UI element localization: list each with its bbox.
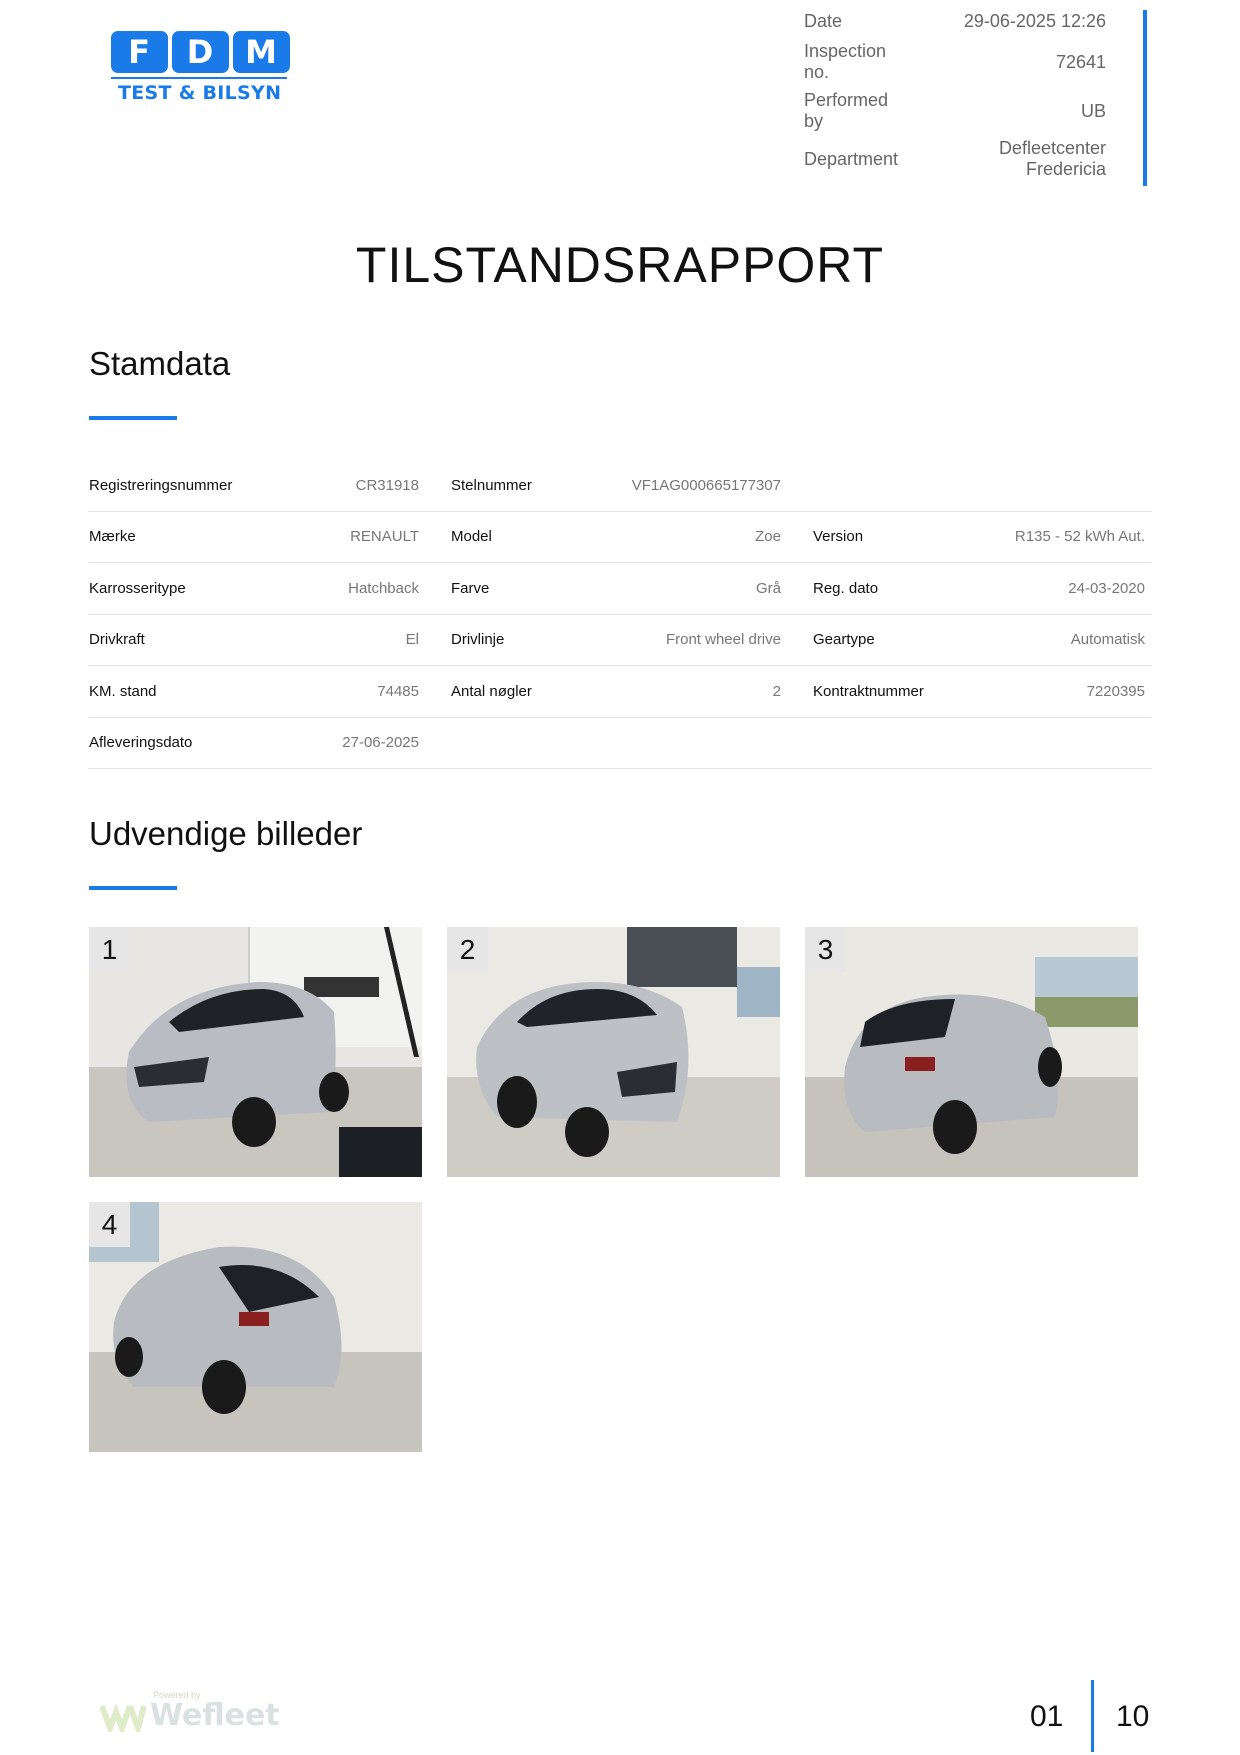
logo-letter: D xyxy=(172,31,229,73)
data-value: CR31918 xyxy=(355,476,419,494)
page-current: 01 xyxy=(1030,1700,1064,1733)
logo-divider xyxy=(111,77,287,79)
data-value: Front wheel drive xyxy=(665,631,781,649)
meta-label: Department xyxy=(804,148,899,169)
data-cell xyxy=(89,528,419,545)
data-value: Hatchback xyxy=(348,579,419,597)
data-cell xyxy=(451,683,781,700)
car-photo-3[interactable] xyxy=(805,927,1138,1177)
car-photo-image xyxy=(447,927,780,1177)
report-meta xyxy=(804,10,1106,184)
page-total: 10 xyxy=(1116,1700,1150,1733)
data-cell xyxy=(451,631,781,648)
data-key: Farve xyxy=(451,579,490,597)
meta-value: 72641 xyxy=(1055,51,1106,72)
section-underline xyxy=(89,886,177,890)
data-value: El xyxy=(405,631,419,649)
photo-number-badge: 4 xyxy=(89,1202,130,1247)
data-value: 7220395 xyxy=(1086,682,1145,700)
table-row xyxy=(89,512,1151,564)
meta-value: 29-06-2025 12:26 xyxy=(963,10,1106,31)
data-value: 24-03-2020 xyxy=(1068,579,1145,597)
section-title-photos: Udvendige billeder xyxy=(89,815,363,852)
meta-value: UB xyxy=(1080,100,1106,121)
data-cell xyxy=(813,631,1145,648)
data-value: VF1AG000665177307 xyxy=(631,476,781,494)
data-value: 74485 xyxy=(377,682,419,700)
data-value: R135 - 52 kWh Aut. xyxy=(1014,528,1145,546)
powered-by-text: Powered by xyxy=(153,1690,201,1700)
data-cell xyxy=(89,631,419,648)
logo-letter-blocks xyxy=(111,31,291,73)
data-cell xyxy=(89,683,419,700)
logo-letter: M xyxy=(233,31,290,73)
data-cell xyxy=(89,580,419,597)
data-cell xyxy=(89,477,419,494)
photo-number-badge: 3 xyxy=(805,927,846,972)
page-indicator xyxy=(1030,1680,1150,1750)
data-key: Afleveringsdato xyxy=(89,734,193,752)
car-photo-2[interactable] xyxy=(447,927,780,1177)
data-key: KM. stand xyxy=(89,682,157,700)
data-cell xyxy=(813,528,1145,545)
car-photo-image xyxy=(89,927,422,1177)
data-value: RENAULT xyxy=(350,528,419,546)
data-value: 2 xyxy=(772,682,781,700)
car-photo-image xyxy=(805,927,1138,1177)
fdm-logo xyxy=(111,31,291,104)
vehicle-data-table xyxy=(89,460,1151,769)
page-separator xyxy=(1091,1680,1094,1752)
data-cell xyxy=(451,477,781,494)
data-value: Zoe xyxy=(755,528,781,546)
data-cell xyxy=(813,683,1145,700)
data-key: Geartype xyxy=(813,631,875,649)
meta-row-performed xyxy=(804,88,1106,134)
data-value: 27-06-2025 xyxy=(342,734,419,752)
data-key: Reg. dato xyxy=(813,579,879,597)
wefleet-logo-icon xyxy=(100,1702,146,1732)
data-cell xyxy=(813,580,1145,597)
table-row xyxy=(89,718,1151,770)
data-cell xyxy=(89,734,419,751)
meta-label: Performed by xyxy=(804,90,889,131)
data-key: Mærke xyxy=(89,528,136,546)
meta-row-date xyxy=(804,10,1106,32)
data-cell xyxy=(451,528,781,545)
logo-letter: F xyxy=(111,31,168,73)
page-title: TILSTANDSRAPPORT xyxy=(355,237,885,293)
meta-row-department xyxy=(804,134,1106,184)
section-underline xyxy=(89,416,177,420)
data-key: Registreringsnummer xyxy=(89,476,233,494)
data-key: Drivkraft xyxy=(89,631,145,649)
car-photo-4[interactable] xyxy=(89,1202,422,1452)
car-photo-1[interactable] xyxy=(89,927,422,1177)
photo-number-badge: 1 xyxy=(89,927,130,972)
data-key: Model xyxy=(451,528,492,546)
data-value: Grå xyxy=(755,579,781,597)
data-key: Karrosseritype xyxy=(89,579,186,597)
data-key: Version xyxy=(813,528,864,546)
data-key: Drivlinje xyxy=(451,631,505,649)
photo-number-badge: 2 xyxy=(447,927,488,972)
data-key: Antal nøgler xyxy=(451,682,532,700)
meta-label: Inspection no. xyxy=(804,41,887,82)
wefleet-brand: Wefleet xyxy=(150,1698,280,1733)
data-value: Automatisk xyxy=(1070,631,1145,649)
table-row xyxy=(89,666,1151,718)
data-key: Stelnummer xyxy=(451,476,532,494)
meta-value: Defleetcenter Fredericia xyxy=(998,138,1106,179)
section-title-stamdata: Stamdata xyxy=(89,345,231,382)
logo-subtitle: TEST & BILSYN xyxy=(118,82,282,104)
table-row xyxy=(89,460,1151,512)
meta-row-inspection xyxy=(804,36,1106,88)
meta-accent-bar xyxy=(1143,10,1147,186)
meta-label: Date xyxy=(804,10,843,31)
table-row xyxy=(89,563,1151,615)
table-row xyxy=(89,615,1151,667)
wefleet-watermark xyxy=(100,1690,290,1740)
data-cell xyxy=(451,580,781,597)
data-key: Kontraktnummer xyxy=(813,682,924,700)
car-photo-image xyxy=(89,1202,422,1452)
